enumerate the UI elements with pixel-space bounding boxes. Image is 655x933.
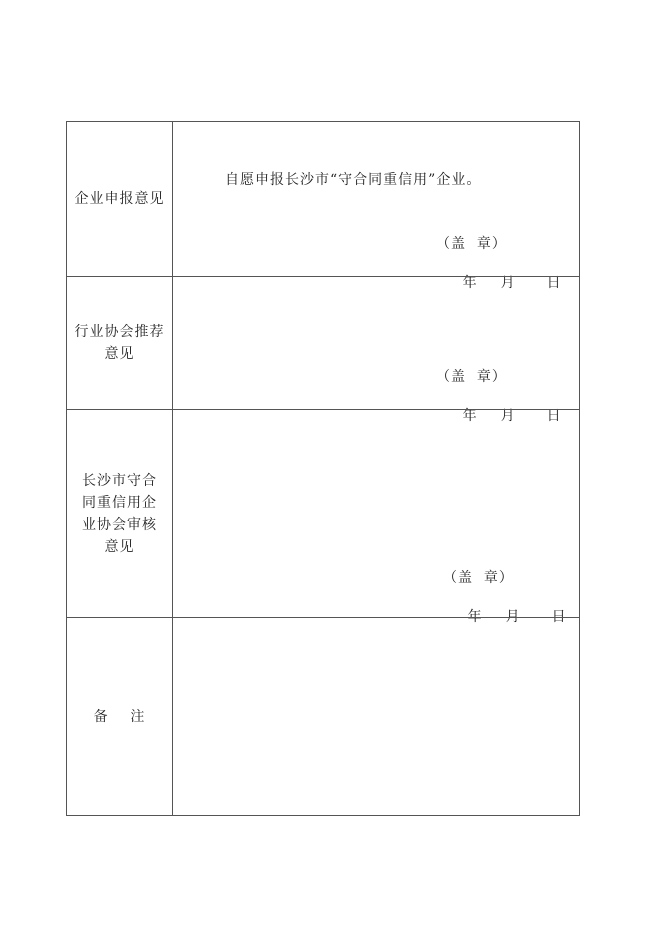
label-cell-association-recommendation: [67, 277, 173, 409]
date-day: 日: [551, 609, 566, 625]
label-cell-remarks: [67, 618, 173, 815]
content-cell-association-recommendation: [173, 277, 579, 424]
date-year: 年: [462, 408, 477, 424]
date-year: 年: [467, 609, 482, 625]
row-enterprise-opinion: [67, 122, 579, 291]
row-label-line: 意见: [104, 346, 135, 362]
date-year: 年: [462, 275, 477, 291]
row-label-line: 长沙市守合: [82, 472, 157, 489]
row-label-line: 同重信用企: [82, 494, 157, 511]
row-remarks: [67, 617, 579, 815]
date-day: 日: [546, 408, 561, 424]
row-label-line: 备 注: [93, 708, 146, 725]
row-label-line: 业协会审核: [82, 516, 157, 533]
date-month: 月: [500, 408, 515, 424]
content-cell-contract-association-review: [173, 410, 579, 625]
date-month: 月: [505, 609, 520, 625]
row-label-line: 企业申报意见: [74, 191, 165, 207]
seal-mark: （盖 章）: [443, 570, 514, 586]
label-cell-contract-association-review: [67, 410, 173, 617]
row-label-line: 意见: [104, 538, 135, 555]
seal-mark: （盖 章）: [436, 236, 507, 252]
date-day: 日: [546, 275, 561, 291]
row-label-line: 行业协会推荐: [74, 324, 165, 340]
content-cell-enterprise-opinion: [173, 122, 579, 291]
content-cell-remarks: [173, 618, 579, 815]
declaration-statement: 自愿申报长沙市“守合同重信用”企业。: [225, 172, 482, 188]
row-contract-association-review: [67, 409, 579, 625]
date-month: 月: [500, 275, 515, 291]
seal-mark: （盖 章）: [436, 369, 507, 385]
application-form-table: [66, 121, 580, 816]
label-cell-enterprise-opinion: [67, 122, 173, 276]
row-association-recommendation: [67, 276, 579, 424]
